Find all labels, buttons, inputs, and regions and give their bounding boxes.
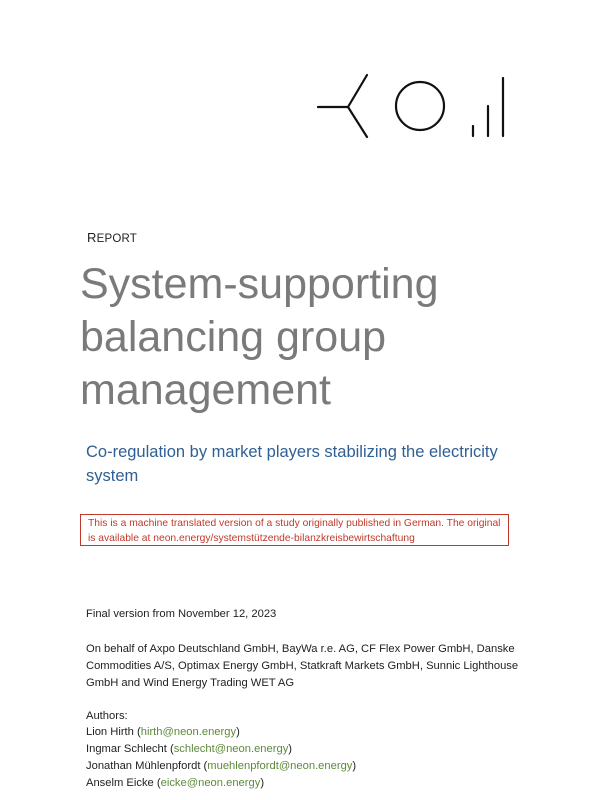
author-item: Anselm Eicke (eicke@neon.energy) [86,777,265,789]
author-email-link[interactable]: schlecht@neon.energy [173,743,289,755]
author-email-link[interactable]: muehlenpfordt@neon.energy [207,760,353,772]
authors-list [86,724,356,792]
logo-circle [396,82,444,130]
authors-heading: Authors: [86,710,128,722]
author-name: Anselm Eicke [86,777,154,789]
report-title [80,258,560,417]
author-item: Jonathan Mühlenpfordt (muehlenpfordt@neon.energy) [86,760,357,772]
author-item: Ingmar Schlecht (schlecht@neon.energy) [86,743,293,755]
title-line: balancing group [80,313,387,361]
translation-notice: This is a machine translated version of a study originally published in German. The original is available at neon.energy/systemstützende-bilanzkreisbewirtschaftung [80,514,509,546]
author-email-link[interactable]: hirth@neon.energy [140,726,237,738]
logo-y-lower-arm [348,107,367,137]
author-item: Lion Hirth (hirth@neon.energy) [86,726,240,738]
document-type-label: REPORT [87,230,138,245]
title-line: management [80,366,331,414]
neon-logo [312,70,512,142]
author-name: Lion Hirth [86,726,134,738]
title-line: System-supporting [80,260,439,308]
author-name: Ingmar Schlecht [86,743,167,755]
logo-y-upper-arm [348,75,367,107]
on-behalf-of: On behalf of Axpo Deutschland GmbH, BayWa r.e. AG, CF Flex Power GmbH, Danske Commodities A/S, Optimax Energy GmbH, Statkraft Markets GmbH, Sunnic Lighthouse GmbH and Wind Energy Trading WET AG [86,643,519,689]
report-subtitle: Co-regulation by market players stabilizing the electricity system [86,443,498,485]
author-name: Jonathan Mühlenpfordt [86,760,201,772]
version-date: Final version from November 12, 2023 [86,608,277,620]
author-email-link[interactable]: eicke@neon.energy [160,777,261,789]
